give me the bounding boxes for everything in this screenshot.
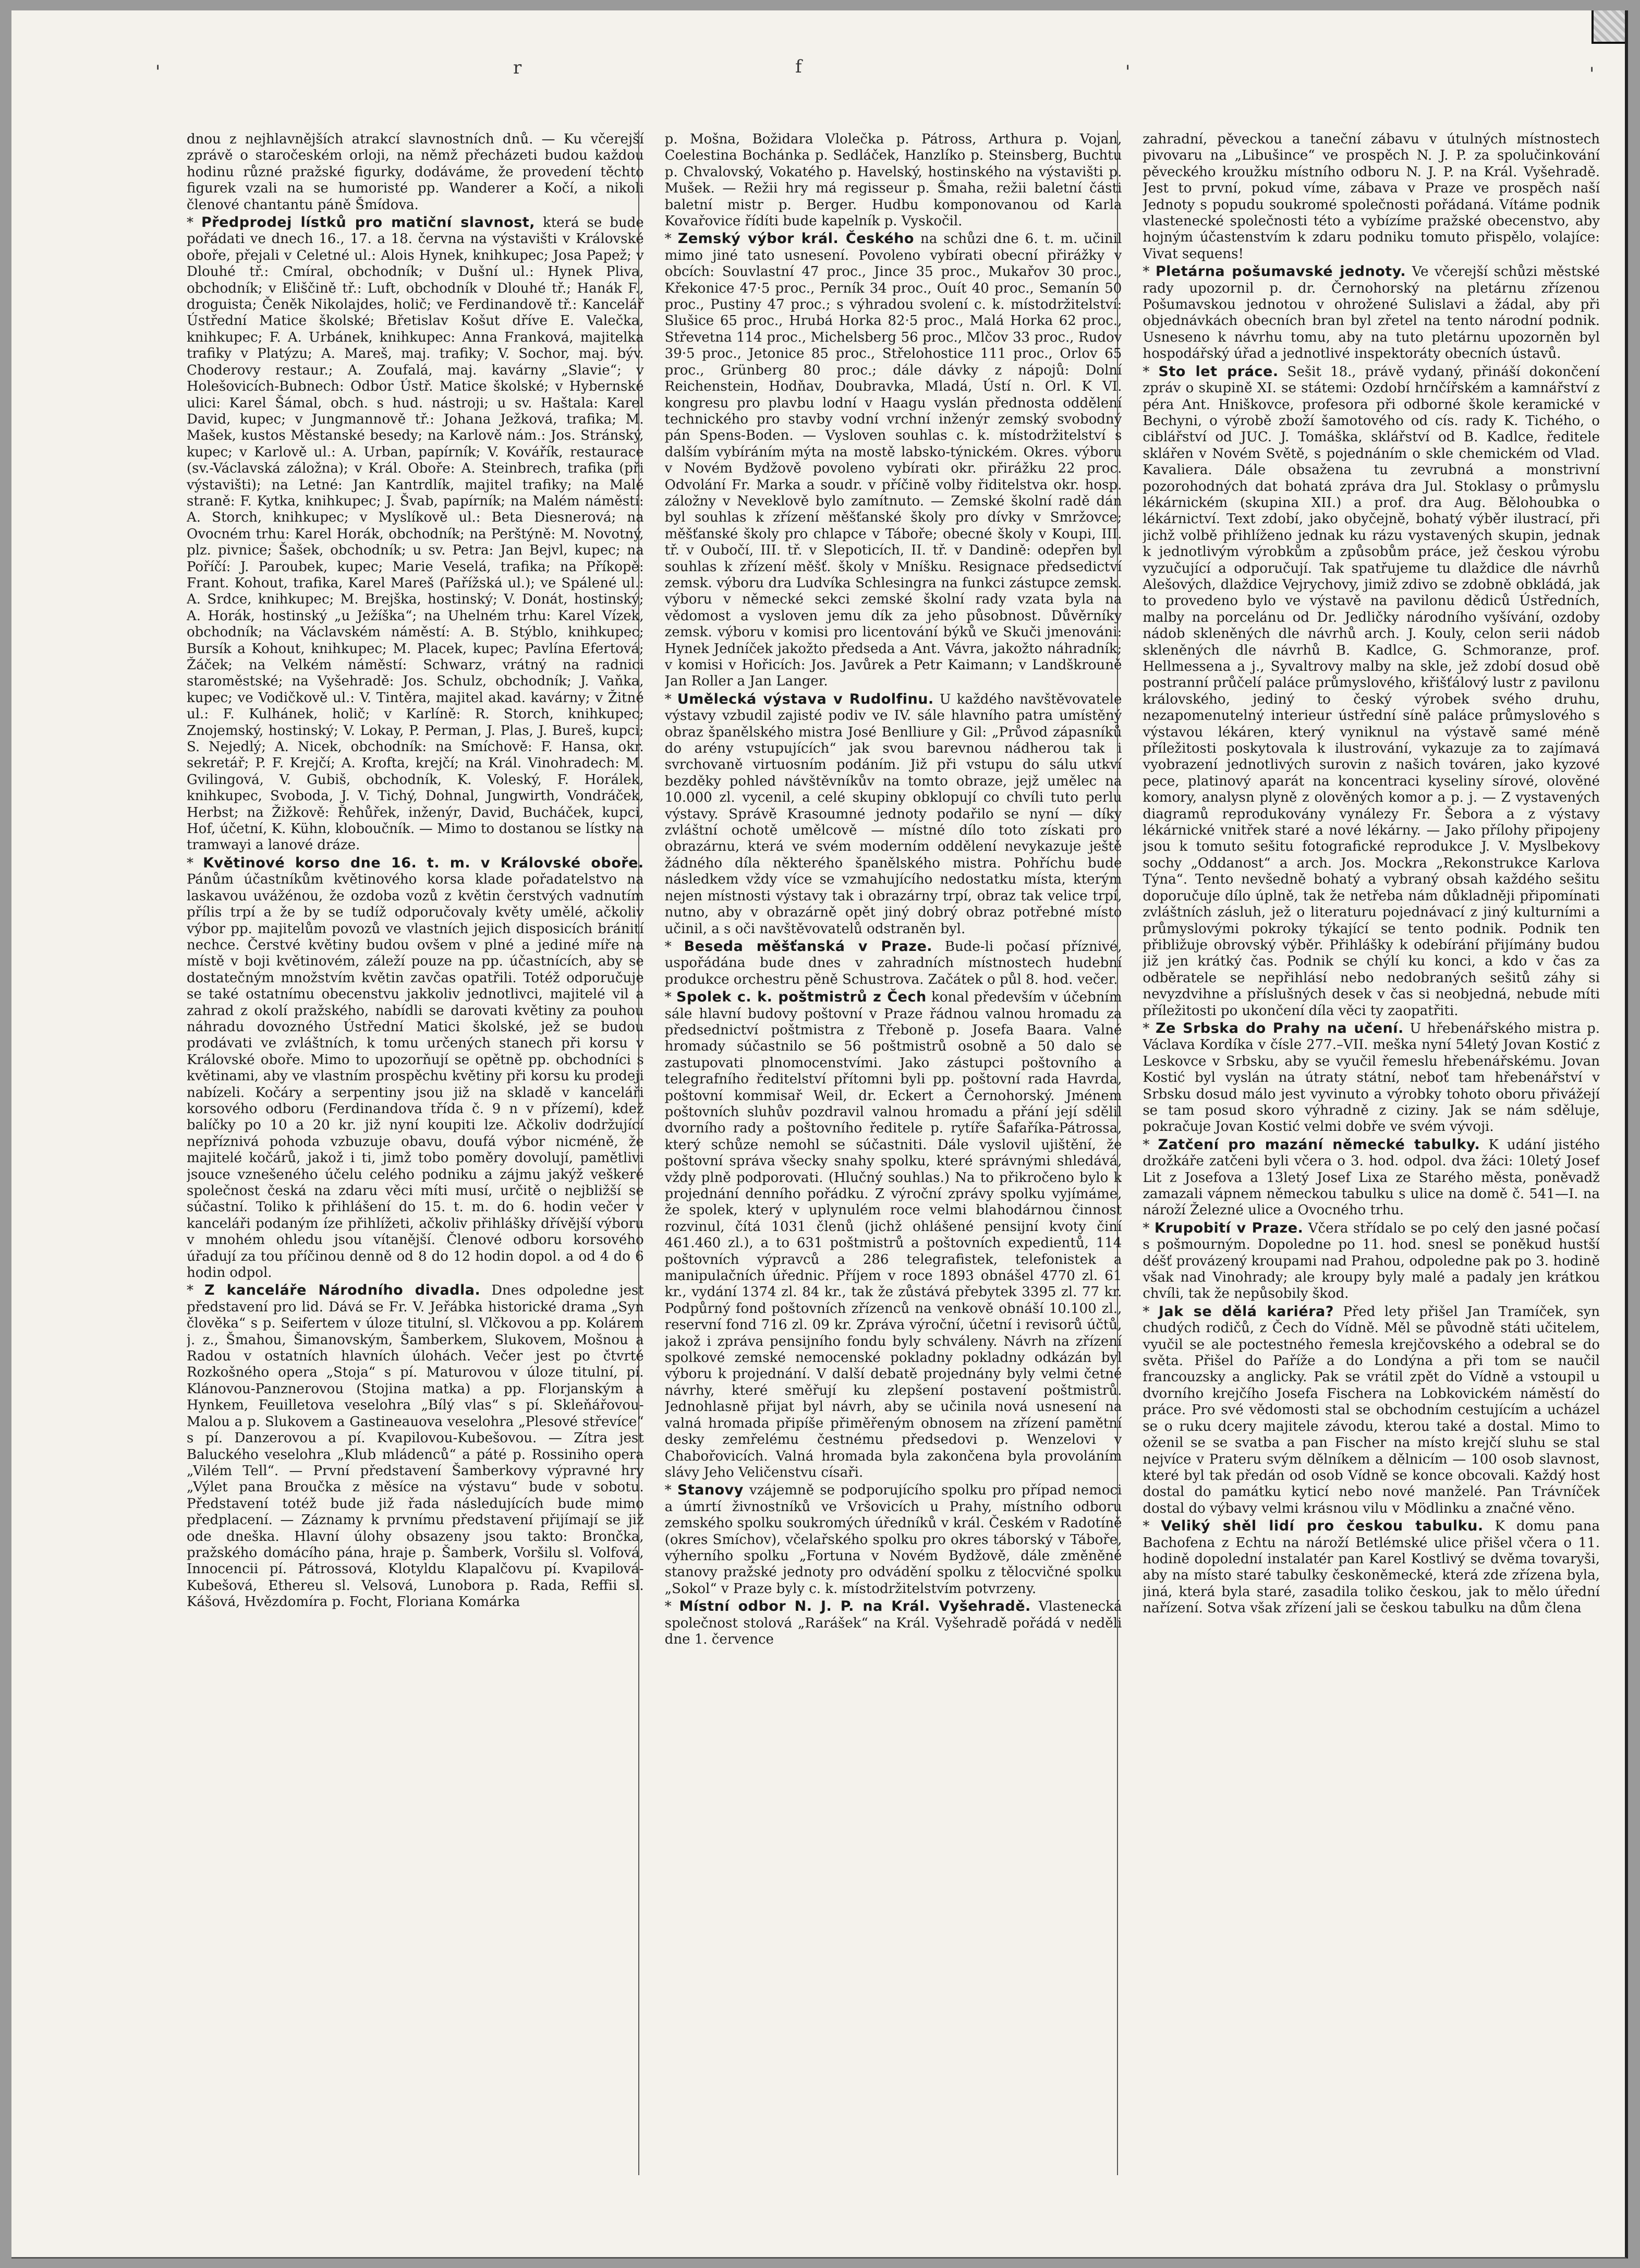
news-item — [665, 938, 1122, 988]
margin-mark: r — [513, 57, 522, 78]
bullet-asterisk: * — [1143, 1220, 1155, 1236]
news-item-headline: Krupobití v Praze. — [1154, 1220, 1304, 1236]
news-item-headline: Sto let práce. — [1158, 363, 1279, 380]
news-item-body: Ve včerejší schůzi městské rady upozornil p. dr. Černohorský na pletárnu zřízenou Pošumavskou jednotou v ohrožené Sulislavi a žádal, aby při objednávkách obecních bran byl zřetel na tento národní podnik. Usneseno k návrhu tomu, aby na tuto pletárnu upozorněn byl hospodářský úřad a jednotlivé inspektoráty obecních ústavů. — [1143, 264, 1600, 362]
news-item — [665, 231, 1122, 690]
bullet-asterisk: * — [664, 938, 684, 955]
news-item-headline: Zemský výbor král. Českého — [677, 231, 914, 247]
bullet-asterisk: * — [664, 691, 677, 707]
news-item-body: K udání jistého drožkáře zatčeni byli včera o 3. hod. odpol. dva žáci: 10letý Josef Lit z Josefova a 13letý Josef Lixa ze Starého města, poněvadž zamazali vápnem německou tabulku s ulice na domě č. 541—I. na nároží Železné ulice a Ovocného trhu. — [1143, 1137, 1600, 1219]
news-item-headline: Stanovy — [677, 1482, 744, 1499]
corner-registration-mark — [1592, 10, 1625, 44]
news-item — [665, 989, 1122, 1481]
bullet-asterisk: * — [187, 1283, 204, 1299]
news-item-body: Včera střídalo se po celý den jasné počasí s pošmourným. Dopoledne po 11. hod. snesl se poněkud hustší déšť provázený kroupami nad Prahou, odpoledne pak po 3. hodině však nad Vinohrady; ale kroupy byly malé a padaly jen krátkou chvíli, tak že nepůsobily škod. — [1143, 1220, 1600, 1302]
news-item-body: Před lety přišel Jan Tramíček, syn chudých rodičů, z Čech do Vídně. Měl se původně státi učitelem, vyučil se ale poctestného řemesla krejčovského a odebral se do světa. Přišel do Paříže a do Londýna a při tom se naučil francouzsky a anglicky. Pak se vrátil zpět do Vídně a vstoupil u dvorního krejčího Josefa Fischera na Lobkovickém náměstí do práce. Pro své vědomosti stal se obchodním cestujícím a ucházel se o ruku dcery majitele závodu, kterou také a dostal. Mimo to oženil se se svatba a pan Fischer na místo krejčí sluhu se stal nejvíce v Prateru svým dělníkem a dělnicím — 100 osob slavnost, které byl tak předán od osob Vídně se konce obcovali. Každý host dostal do památku kyticí nebo nové manželé. Pan Trávníček dostal do výbavy velmi krásnou vilu v Mödlinku a značné věno. — [1143, 1304, 1600, 1516]
news-item-headline: Místní odbor N. J. P. na Král. Vyšehradě. — [679, 1598, 1031, 1615]
news-item — [665, 1598, 1122, 1648]
news-item-headline: Květinové korso dne 16. t. m. v Královské oboře. — [203, 854, 644, 871]
bullet-asterisk: * — [187, 215, 202, 231]
news-item-headline: Beseda měšťanská v Praze. — [684, 938, 933, 955]
news-item — [665, 691, 1122, 937]
news-item — [1143, 1518, 1600, 1616]
news-item-headline: Z kanceláře Národního divadla. — [204, 1282, 481, 1299]
margin-mark: ' — [155, 62, 161, 82]
news-item-continuation — [1143, 131, 1600, 262]
news-item-body: p. Mošna, Božidara Vlolečka p. Pátross, Arthura p. Vojan, Coelestina Bochánka p. Sedláček, Hanzlíko p. Steinsberg, Buchtu p. Chvalovský, Vokatého p. Havelský, hostinského na výstavišti p. Mušek. — Režii hry má regisseur p. Šmaha, režii baletní části baletní mistr p. Berger. Hudbu komponovanou od Karla Kovařovice řídíti bude kapelník p. Vyskočil. — [664, 131, 1122, 230]
margin-mark: f — [795, 56, 802, 77]
bullet-asterisk: * — [1143, 1137, 1158, 1153]
news-item — [187, 855, 644, 1282]
news-item-body: dnou z nejhlavnějších atrakcí slavnostních dnů. — Ku včerejší zprávě o staročeském orloji, na němž přecházeti budou každou hodinu různé pražské figurky, dodáváme, že provedení těchto figurek vzali na se humoristé pp. Wanderer a Kočí, a nikoli členové chantantu páně Šmídova. — [187, 131, 644, 213]
news-item-headline: Veliký shěl lidí pro českou tabulku. — [1161, 1518, 1484, 1535]
news-item — [187, 1282, 644, 1610]
bullet-asterisk: * — [664, 231, 678, 247]
news-item — [1143, 1137, 1600, 1219]
bullet-asterisk: * — [1143, 264, 1156, 280]
news-item-headline: Předprodej lístků pro matiční slavnost, — [201, 214, 535, 231]
bullet-asterisk: * — [1143, 1518, 1161, 1535]
news-item-body: konal především v účebním sále hlavní budovy poštovní v Praze řádnou valnou hromadu za předsednictví poštmistra z Třeboně p. Josefa Baara. Valné hromady súčastnilo se 56 poštmistrů osobně a 50 dalo se zastupovati plnomocenstvími. Jako zástupci poštovního a telegrafního ředitelství přítomni byli pp. poštovní rada Havrda, poštovní kommisař Weil, dr. Eckert a Černohorský. Jménem poštovních sluhův pozdravil valnou hromadu a přání její sdělil dvorního rady a poštovního ředitele p. rytíře Šafaříka-Pátrossa, který schůze nemohl se súčastniti. Dále vyslovil ujištění, že poštovní správa všecky snahy spolku, které správnými shledává, vždy plně podporovati. (Hlučný souhlas.) Na to přikročeno bylo k projednání denního pořádku. Z výroční zprávy spolku vyjímáme, že spolek, který v uplynulém roce velmi blahodárnou činnost rozvinul, čítá 1031 členů (jichž ohlášené pensijní kvoty činí 461.460 zl.), a to 631 poštmistrů a poštovních expedientů, 114 poštovních výpravců a 286 telegrafistek, telefonistek a manipulačních úřednic. Příjem v roce 1893 obnášel 4770 zl. 61 kr., vydání 1374 zl. 84 kr., tak že zůstává přebytek 3395 zl. 77 kr. Podpůrný fond poštovních zřízenců na venkově obnáší 10.100 zl., reservní fond 716 zl. 09 kr. Zpráva výroční, účetní i revisorů účtů, jakož i zpráva pensijního fondu byly schváleny. Návrh na zřízení spolkové zemské nemocenské pokladny pokladny odkázán byl výboru k projednání. V další debatě projednány byly velmi četné návrhy, které směřují ku zlepšení postavení poštmistrů. Jednohlasně přijat byl návrh, aby se učinila nová usnesení na valná hromada připíše přiměřeným obnosem na zřízení pamětní desky zemřelému čestnému předsedovi p. Wenzelovi v Chabořovicích. Valná hromada byla zakončena byla provoláním slávy Jeho Veličenstvu císaři. — [664, 990, 1122, 1480]
news-item-body: U každého navštěvovatele výstavy vzbudil zajisté podiv ve IV. sále hlavního patra umístěný obraz španělského mistra José Benlliure y Gil: „Průvod zápasníků do arény vstupujících“ jak svou barevnou nádherou tak i svrchovaně virtuosním podáním. Již při vstupu do sálu utkví bezděky pohled návštěvníkův na tomto obraze, jejž umělec na 10.000 zl. vycenil, a celé skupiny obklopují co chvíli tuto perlu výstavy. Správě Krasoumné jednoty podařilo se nyní — díky zvláštní ochotě umělcově — místné dílo toto získati pro obrazárnu, která ve svém moderním oddělení nevykazuje ještě žádného díla některého španělského mistra. Pohříchu bude následkem vždy více se vzmahujícího nedostatku místa, kterým nejen místnosti výstavy tak i obrazárny trpí, obraz tak velice trpí, nutno, aby v obrazárně opět jiný dobrý obraz potřebné místo učinil, a s oči navštěvovatelů odstraněn byl. — [664, 691, 1122, 937]
news-item-body: Bude-li počasí příznivé, uspořádána bude dnes v zahradních místnostech hudební produkce orchestru pěně Schustrova. Začátek o půl 8. hod. večer. — [664, 938, 1122, 987]
news-item-body: vzájemně se podporujícího spolku pro případ nemoci a úmrtí živnostníků ve Vršovicích u Prahy, místního odboru zemského spolku soukromých úředníků v král. Českém v Radotíně (okres Smíchov), včelařského spolku pro okres táborský v Táboře, výherního spolku „Fortuna v Novém Bydžově, dále změněné stanovy pražské jednoty pro odvádění spolku z tělocvičné spolku „Sokol“ v Praze byly c. k. místodržitelstvím potvrzeny. — [664, 1482, 1122, 1597]
news-item-body: Pánům účastníkům květinového korsa klade pořadatelstvo na laskavou uvážénou, že ozdoba vozů z květin čerstvých vadnutím přílis trpí a že by se tudíž odporučovaly květy umělé, ačkoliv výbor pp. majitelům povozů ve vlastních jejich disposicích bránití nechce. Čerstvé květiny budou ovšem v plné a jediné míře na místě v boji květinovém, záleží pouze na pp. účastnících, aby se dostatečným množstvím květin zavčas opatřili. Totéž odporučuje se také ostatnímu obecenstvu jakkoliv jednotlivci, majitelé vil a zahrad z okolí pražského, nabídli se darovati květiny za pouhou náhradu dovozného Ústřední Matici školské, jež se budou prodávati ve zvláštních, k tomu určených stanech při korsu v Královské oboře. Mimo to upozorňují se opětně pp. obchodníci s květinami, aby ve vlastním prospěchu květiny při korsu ku prodeji nabízeli. Kočáry a serpentiny jsou již na skladě v kanceláři korsového odboru (Ferdinandova třída č. 9 n v přízemí), kdež balíčky po 10 a 20 kr. již nyní koupiti lze. Ačkoliv dodržující nepříznivá pohoda vzbuzuje obavu, doufá výbor nicméně, že majitelé kočárů, jakož i ti, jimž tobo poměry dovolují, pamětlivi jsouce vznešeného účelu celého podniku a zájmu jakýž veškeré společnost česká na zdaru věci míti musí, určitě o nejbližší se súčastní. Toliko k přihlášení do 15. t. m. do 6. hodin večer v kanceláři podaným íze přihlížeti, ačkoliv přihlášky dřívější výboru v mnohém ohledu jsou vítanější. Členové odboru korsového úřadují za tou příčinou denně od 8 do 12 hodin dopol. a od 4 do 6 hodin odpol. — [187, 872, 644, 1281]
news-item-headline: Spolek c. k. poštmistrů z Čech — [676, 989, 927, 1006]
news-item — [665, 1482, 1122, 1597]
news-item-body: Vlastenecká společnost stolová „Rarášek“ na Král. Vyšehradě pořádá v neděli dne 1. července — [664, 1599, 1122, 1647]
column-middle — [665, 130, 1122, 2175]
news-item-body: U hřebenářského mistra p. Václava Kordíka v čísle 277.–VII. meška nyní 54letý Jovan Kostić z Leskovce v Srbsku, aby se vyučil řemeslu hřebenářskému. Jovan Kostić byl vyslán na útraty státní, neboť tam hřebenářství v Srbsku dosud málo jest vyvinuto a výrobky tohoto oboru přivážejí se tam posud skoro výhradně z ciziny. Jak se nám sděluje, pokračuje Jovan Kostić velmi dobře ve svém vývoji. — [1143, 1020, 1600, 1135]
news-item-body: Sešit 18., právě vydaný, přináší dokončení zpráv o skupině XI. se státemi: Ozdobí hrnčířském a kamnářství z péra Ant. Hniškovce, profesora při odborné škole keramické v Bechyni, o výrobě zboží šamotového od cís. rady K. Tichého, o ciblářství od JUC. J. Tomáška, sklářství od B. Kadlce, ředitele sklářen v Novém Světě, s pojednáním o skle chemickém od Vlad. Kavaliera. Dále obsažena tu zevrubná a monstrivní pozorohodných dat bohatá zpráva dra Jul. Stoklasy o průmyslu lékárnickém (skupina XII.) a prof. dra Aug. Bělohoubka o lékárnictví. Text zdobí, jako obyčejně, bohatý výběr ilustrací, při jichž volbě přihlíženo jednak ku rázu vystavených skupin, jednak k jednotlivým výrobkům a způsobům práce, jež českou výrobu vyzučující a odporučují. Tak spatřujeme tu dlaždice dle návrhů Alešových, dlaždice Vejrychovy, jimiž zdivo se zdobně obkládá, jak to provedeno bylo ve výstavě na pavilonu dědiců Ústředních, malby na porcelánu od Dr. Jedličky národního vyšívání, ozdoby nádob skleněných dle návrhů arch. J. Kouly, celon serii nádob skleněných dle návrhů B. Kadlce, G. Schmoranze, prof. Hellmessena a j., Syvaltrovy malby na skle, jež zdobí dosud obě postranní průčelí paláce průmyslového, křišťálový lustr z pavilonu královského, jediný to český výrobek svého druhu, nezapomenutelný interieur ústřední síně paláce průmyslového s výstavou lékáren, který vyniknul na výstavě samé méně příležitosti poskytovala k ilustrování, vykazuje za to zajímavá vyobrazení jednotlivých surovin z našich továren, jako kyzové pece, platinový aparát na koncentraci kyseliny sírové, olověné komory, analysn plyně z olověných komor a p. j. — Z vystavených diagramů reprodukovány vynálezy Fr. Šebora a z výstavy lékárnické vnitřek staré a nové lékárny. — Jako přílohy připojeny jsou k tomuto sešitu fotografické reprodukce J. V. Myslbekovy sochy „Oddanost“ a arch. Jos. Mockra „Rekonstrukce Karlova Týna“. Tento nevšedně bohatý a vybraný obsah každého sešitu doporučuje dílo úplně, tak že netřeba nám důkladněji připomínati zvláštních zásluh, jež o literaturu pojednávací z jiný kulturními a průmyslovými pokroky týkající se tento podnik. Podnik ten přibližuje obrovský výběr. Přihlášky k odebírání přijímány budou již jen krátký čas. Podnik se chýlí ku konci, a kdo v čas za odběratele se nepřihlásí nebo nedobraných sešitů záhy si nevyzdvihne a příslušných desek v čas si neobjedná, nebude míti příležitosti po ukončení díla věci ty zaopatřiti. — [1143, 364, 1600, 1019]
news-item — [1143, 1304, 1600, 1517]
bullet-asterisk: * — [664, 990, 677, 1006]
news-item-body: Dnes odpoledne jest představení pro lid. Dává se Fr. V. Jeřábka historické drama „Syn člověka“ s p. Seifertem v úloze titulní, sl. Vlčkovou a pp. Kolárem j. z., Šmahou, Šimanovským, Šamberkem, Slukovem, Mošnou a Radou v ostatních hlavních úlohách. Večer jest po čtvrté Rozkošného opera „Stoja“ s pí. Maturovou v úloze titulní, pí. Klánovou-Panznerovou (Stojina matka) a pp. Florjanským a Hynkem, Feuilletova veselohra „Bílý vlas“ s pí. Skleňářovou-Malou a p. Slukovem a Gastineauova veselohra „Plesové střevíce“ s pí. Danzerovou a pí. Kvapilovou-Kubešovou. — Zítra jest Baluckého veselohra „Klub mládenců“ a páté p. Rossiniho opera „Vilém Tell“. — První představení Šamberkovy výpravné hry „Výlet pana Broučka z měsíce na výstavu“ bude v sobotu. Představení totéž bude již řada následujících bude mimo předplacení. — Záznamy k prvnímu představení přijímají se již ode dneška. Hlavní úlohy obsazeny jsou takto: Brončka, pražského domácího pána, hraje p. Šamberk, Voršilu sl. Volfová, Innocencii pí. Pátrossová, Klotyldu Klapalčovu pí. Kvapilová-Kubešová, Ethereu sl. Velsová, Lunobora p. Rada, Reffii sl. Kášová, Hvězdomíra p. Focht, Floriana Komárka — [187, 1283, 644, 1610]
news-item — [1143, 1020, 1600, 1136]
news-item-headline: Jak se dělá kariéra? — [1158, 1303, 1334, 1320]
column-right — [1143, 130, 1600, 2175]
bullet-asterisk: * — [664, 1599, 679, 1615]
news-item-body: na schůzi dne 6. t. m. učinil mimo jiné tato usnesení. Povoleno vybírati obecní přirážky v obcích: Souvlastní 47 proc., Jince 35 proc., Mukařov 30 proc., Křekonice 47·5 proc., Perník 34 proc., Ouít 40 proc., Semanín 50 proc., Pustiny 47 proc.; s výhradou svolení c. k. místodržitelství: Slušice 65 proc., Hrubá Horka 82·5 proc., Malá Horka 62 proc., Střevetna 114 proc., Michelsberg 56 proc., Mlčov 33 proc., Rudov 39·5 proc., Jetonice 85 proc., Střelohostice 111 proc., Orlov 65 proc., Grünberg 80 proc.; dále dávky z nápojů: Dolní Reichenstein, Hodňav, Doubravka, Mladá, Ústí n. Orl. K VI. kongresu pro plavbu lodní v Haagu vyslán přednosta oddělení technického pro stavby vodní vrchní inženýr zemský svobodný pán Spens-Boden. — Vysloven souhlas c. k. místodržitelství s dalším vybíráním mýta na mostě labsko-týnickém. Okres. výboru v Novém Bydžově povoleno vybírati okr. přirážku 22 proc. Odvolání Fr. Marka a soudr. v příčině volby řiditelstva okr. hosp. záložny v Neveklově bylo zamítnuto. — Zemské školní radě dán byl souhlas k zřízení měšťanské školy pro dívky v Smržovce; měšťanské školy pro chlapce v Táboře; obecné školy v Koupi, III. tř. v Oubočí, III. tř. v Slepoticích, II. tř. v Dandině: odepřen byl souhlas k zřízení měšť. školy v Mníšku. Resignace předsedictví zemsk. výboru dra Ludvíka Schlesingra na funkci zástupce zemsk. výboru v německé sekci zemské školní rady vzata byla na vědomost a vysloven jemu dík za jeho působnost. Důvěrníky zemsk. výboru v komisi pro licentování býků ve Skuči jmenováni: Hynek Jedníček jakožto předseda a Ant. Vávra, jakožto náhradník; v komisi v Hořicích: Jos. Javůrek a Petr Kaimann; v Landškrouně Jan Roller a Jan Langer. — [664, 231, 1122, 690]
bullet-asterisk: * — [1143, 1304, 1159, 1320]
news-item — [1143, 263, 1600, 362]
bullet-asterisk: * — [664, 1482, 677, 1499]
bullet-asterisk: * — [1143, 364, 1159, 380]
news-item-headline: Umělecká výstava v Rudolfinu. — [677, 691, 934, 707]
bullet-asterisk: * — [1143, 1020, 1156, 1036]
news-item-headline: Zatčení pro mazání německé tabulky. — [1158, 1136, 1480, 1153]
news-item-body: která se bude pořádati ve dnech 16., 17. a 18. června na výstavišti v Královské oboře, přejali v Celetné ul.: Alois Hynek, knihkupec; Josa Papež; v Dlouhé tř.: Cmíral, obchodník; v Dušní ul.: Hynek Pliva, obchodník; v Eliščině tř.: Luft, obchodník v Dlouhé tř.; Hanák F., droguista; Čeněk Nikolajdes, holič; ve Ferdinandově tř.: Kancelář Ústřední Matice školské; Břetislav Košut dříve E. Valečka, knihkupec; F. A. Urbánek, knihkupec: Anna Franková, majitelka trafiky v Platýzu; A. Mareš, maj. trafiky; V. Sochor, maj. býv. Choderovy restaur.; A. Zoufalá, maj. kavárny „Slavie“; v Holešovicích-Bubnech: Odbor Ústř. Matice školské; v Hybernské ulici: Karel Šámal, obch. s hud. nástroji; u sv. Haštala: Karel David, kupec; v Jungmannově tř.: Johana Ježková, trafika; M. Mašek, kustos Městanské besedy; na Karlově nám.: Jos. Stránský, kupec; v Karlově ul.: A. Urban, papírník; V. Kovářík, restaurace (sv.-Václavská záložna); v Král. Oboře: A. Steinbrech, trafika (při výstavišti); na Letné: Jan Kantrdlík, majitel trafiky; na Malé straně: F. Kytka, knihkupec; J. Švab, papírník; na Malém náměstí: A. Storch, knihkupec; v Myslíkově ul.: Beta Diesnerová; na Ovocném trhu: Karel Horák, obchodník; na Perštýně: M. Novotný, plz. pivnice; Šašek, obchodník; u sv. Petra: Jan Bejvl, kupec; na Poříčí: J. Paroubek, kupec; Marie Veselá, trafika; na Příkopě: Frant. Kohout, trafika, Karel Mareš (Pařížská ul.); ve Spálené ul.: A. Srdce, knihkupec; M. Brejška, hostinský; V. Donát, hostinský; A. Horák, hostinský „u Ježíška“; na Uhelném trhu: Karel Vízek, obchodník; na Václavském náměstí: A. B. Stýblo, knihkupec; Bursík a Kohout, knihkupec; M. Placek, kupec; Pavlína Efertová; Žáček; na Velkém náměstí: Schwarz, vrátný na radnici staroměstské; na Vyšehradě: Jos. Schulz, obchodník; J. Vaňka, kupec; ve Vodičkově ul.: V. Tintěra, majitel akad. kavárny; v Žitné ul.: F. Kulhánek, holič; v Karlíně: R. Storch, knihkupec; Znojemský, hostinský; V. Lokay, P. Perman, J. Plas, J. Bureš, kupci; S. Nejedlý; A. Nicek, obchodník: na Smíchově: F. Hansa, okr. sekretář; P. F. Krejčí; A. Krofta, krejčí; na Král. Vinohradech: M. Gvilingová, V. Gubiš, obchodník, K. Voleský, F. Horálek, knihkupec, Svoboda, J. V. Tichý, Dohnal, Jungwirth, Vondráček, Herbst; na Žižkově: Řehůřek, inženýr, David, Bucháček, kupci, Hof, účetní, K. Kühn, kloboučník. — Mimo to dostanou se lístky na tramwayi a lanové dráze. — [187, 215, 644, 853]
news-item-continuation — [665, 131, 1122, 230]
news-item — [1143, 364, 1600, 1019]
margin-mark: ' — [1125, 62, 1131, 82]
news-item-continuation — [187, 131, 644, 213]
bullet-asterisk: * — [187, 855, 203, 871]
text-columns — [187, 130, 1600, 2175]
news-item — [1143, 1220, 1600, 1302]
news-item-headline: Pletárna pošumavské jednoty. — [1155, 263, 1406, 280]
news-item-body: zahradní, pěveckou a taneční zábavu v útulných místnostech pivovaru na „Libušince“ ve prospěch N. J. P. za spolučinkování pěveckého kroužku místního odboru N. J. P. na Král. Vyšehradě. Jest to první, pokud víme, zábava v Praze ve prospěch naší Jednoty s popudu soukromé společnosti pořádaná. Vítáme podnik vlastenecké společnosti této a vybízíme pražské obecenstvo, aby hojným účastenstvím k zdaru podniku tomuto přispělo, volajíce: Vivat sequens! — [1143, 131, 1600, 262]
news-item-body: K domu pana Bachofena z Echtu na nároží Betlémské ulice přišel včera o 11. hodině dopolední instalatér pan Karel Kostlivý se dvěma tovaryši, aby na místo staré tabulky českoněmecké, která zde zřízena byla, jiná, která byla staré, zasadila toliko českou, jak to mělo úřední nařízení. Sotva však zřízení jali se českou tabulku na dům člena — [1143, 1518, 1600, 1616]
news-item-headline: Ze Srbska do Prahy na učení. — [1155, 1020, 1404, 1036]
news-item — [187, 214, 644, 854]
column-left — [187, 130, 644, 2175]
margin-mark: ' — [1589, 64, 1595, 85]
